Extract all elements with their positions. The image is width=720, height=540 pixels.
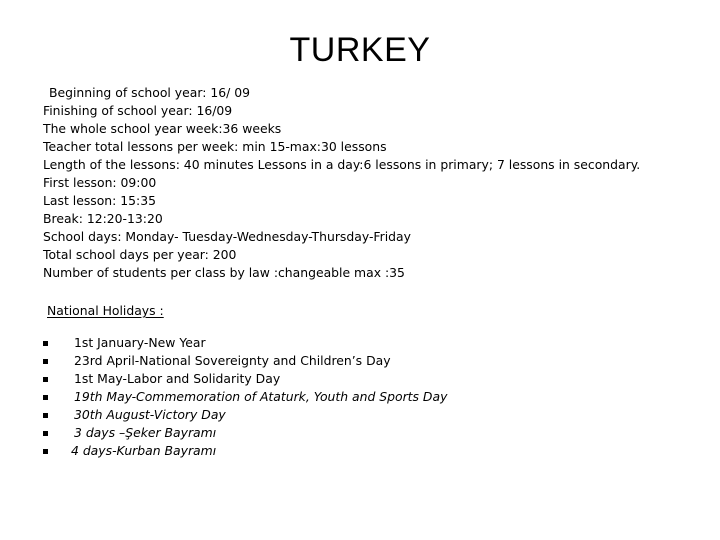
teacher-lessons-per-week: Teacher total lessons per week: min 15-max:30 lessons xyxy=(43,139,387,154)
square-bullet-icon xyxy=(43,449,48,454)
holiday-label: 30th August-Victory Day xyxy=(74,407,226,422)
school-year-start: Beginning of school year: 16/ 09 xyxy=(49,85,250,100)
square-bullet-icon xyxy=(43,359,48,364)
holiday-label: 1st January-New Year xyxy=(74,335,206,350)
square-bullet-icon xyxy=(43,395,48,400)
lesson-length: Length of the lessons: 40 minutes Lessons in a day:6 lessons in primary; 7 lessons in secondary. xyxy=(43,157,641,172)
first-lesson: First lesson: 09:00 xyxy=(43,175,157,190)
list-item xyxy=(42,424,447,442)
list-item xyxy=(42,406,447,424)
holidays-heading-text: National Holidays : xyxy=(47,303,164,318)
school-year-weeks: The whole school year week:36 weeks xyxy=(43,121,282,136)
page-title: TURKEY xyxy=(289,31,431,69)
holidays-list xyxy=(42,334,447,460)
total-school-days: Total school days per year: 200 xyxy=(43,247,237,262)
school-info-block xyxy=(43,84,703,282)
list-item xyxy=(42,334,447,352)
list-item xyxy=(42,352,447,370)
list-item xyxy=(42,442,447,460)
square-bullet-icon xyxy=(43,341,48,346)
square-bullet-icon xyxy=(43,377,48,382)
holiday-label: 19th May-Commemoration of Ataturk, Youth and Sports Day xyxy=(74,389,448,404)
holiday-label: 3 days –Şeker Bayramı xyxy=(74,425,217,440)
holiday-label: 23rd April-National Sovereignty and Children’s Day xyxy=(74,353,391,368)
list-item xyxy=(42,370,447,388)
holidays-heading xyxy=(47,302,164,320)
last-lesson: Last lesson: 15:35 xyxy=(43,193,156,208)
school-year-end: Finishing of school year: 16/09 xyxy=(43,103,233,118)
square-bullet-icon xyxy=(43,413,48,418)
students-per-class: Number of students per class by law :changeable max :35 xyxy=(43,265,405,280)
list-item xyxy=(42,388,447,406)
holiday-label: 4 days-Kurban Bayramı xyxy=(71,443,217,458)
holiday-label: 1st May-Labor and Solidarity Day xyxy=(74,371,281,386)
square-bullet-icon xyxy=(43,431,48,436)
break-time: Break: 12:20-13:20 xyxy=(43,211,163,226)
school-days: School days: Monday- Tuesday-Wednesday-Thursday-Friday xyxy=(43,229,411,244)
